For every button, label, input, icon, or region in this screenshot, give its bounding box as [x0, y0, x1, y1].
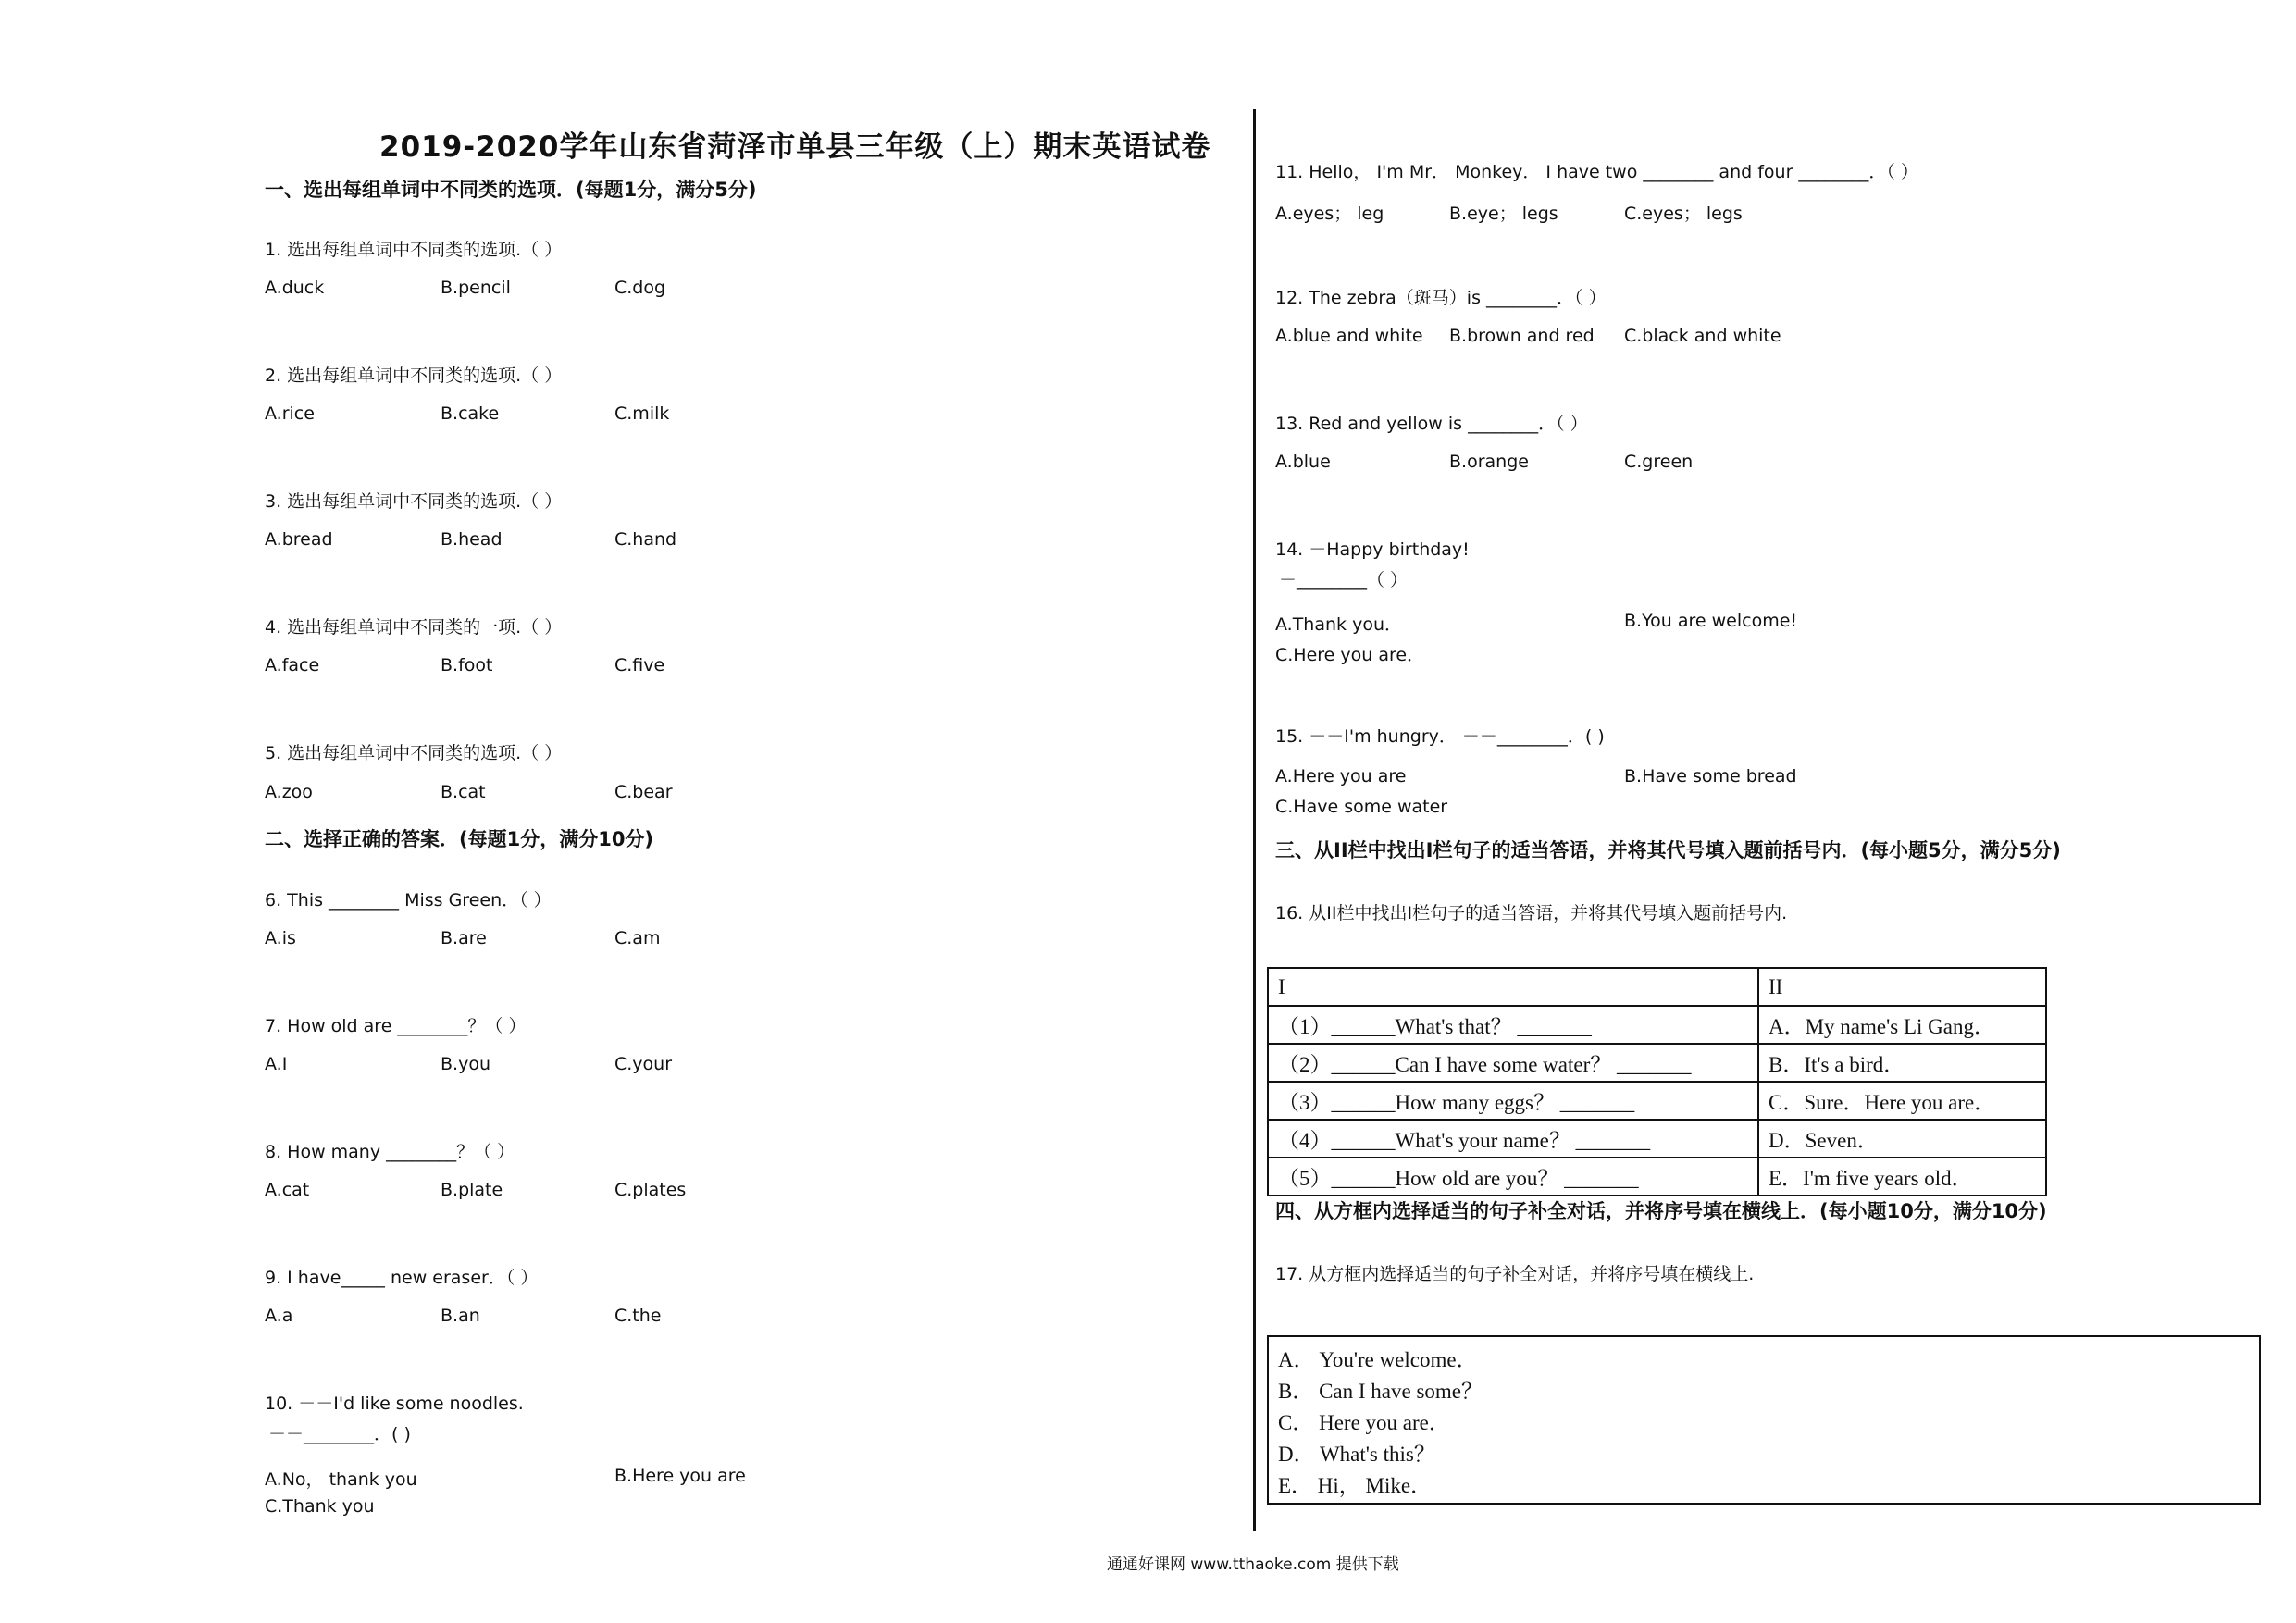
question-5-stem: 5. 选出每组单词中不同类的选项.（ ） — [265, 743, 563, 763]
question-3-option-b: B.head — [441, 529, 503, 550]
table-header-left: I — [1268, 968, 1758, 1006]
question-1-stem: 1. 选出每组单词中不同类的选项.（ ） — [265, 240, 563, 260]
question-3-option-a: A.bread — [265, 529, 333, 550]
question-2-stem: 2. 选出每组单词中不同类的选项.（ ） — [265, 365, 563, 386]
matching-table — [1267, 967, 2047, 1196]
question-15-option-a: A.Here you are — [1275, 766, 1407, 787]
question-4-option-a: A.face — [265, 655, 320, 675]
question-13-option-b: B.orange — [1449, 452, 1529, 472]
question-16-stem: 16. 从II栏中找出I栏句子的适当答语，并将其代号填入题前括号内. — [1275, 903, 1788, 923]
question-2-option-b: B.cake — [441, 403, 500, 424]
section-1-heading: 一、选出每组单词中不同类的选项．(每题1分，满分5分) — [265, 179, 757, 201]
table-header-row — [1268, 968, 2046, 1006]
question-1-option-c: C.dog — [614, 278, 666, 298]
question-2-option-c: C.milk — [614, 403, 670, 424]
question-10-option-c: C.Thank you — [265, 1496, 375, 1517]
footer-text: 通通好课网 www.tthaoke.com 提供下载 — [1107, 1555, 1399, 1574]
option-box-item: D． What's this？ — [1278, 1443, 1435, 1466]
question-4-option-c: C.five — [614, 655, 665, 675]
section-3-heading: 三、从II栏中找出I栏句子的适当答语，并将其代号填入题前括号内．(每小题5分，满分5分) — [1275, 839, 2061, 861]
table-cell-left: （1）______What's that？ _______ — [1268, 1006, 1758, 1044]
question-6-option-c: C.am — [614, 928, 661, 948]
question-12-option-b: B.brown and red — [1449, 326, 1595, 346]
table-cell-right: B．It's a bird． — [1758, 1044, 2046, 1082]
question-8-option-c: C.plates — [614, 1180, 687, 1200]
question-8-option-b: B.plate — [441, 1180, 503, 1200]
question-15-stem: 15. －－I'm hungry． －－________．( ) — [1275, 726, 1605, 747]
question-14-option-b: B.You are welcome! — [1624, 611, 1798, 631]
table-row — [1268, 1158, 2046, 1196]
question-15-option-b: B.Have some bread — [1624, 766, 1797, 787]
option-box — [1267, 1335, 2261, 1505]
option-box-item: E． Hi， Mike． — [1278, 1474, 1433, 1497]
question-10-stem: 10. －－I'd like some noodles. — [265, 1394, 524, 1414]
question-4-option-b: B.foot — [441, 655, 493, 675]
table-row — [1268, 1120, 2046, 1158]
question-14-option-c: C.Here you are． — [1275, 645, 1425, 665]
question-11-option-a: A.eyes； leg — [1275, 204, 1384, 224]
question-5-option-b: B.cat — [441, 782, 486, 802]
question-7-option-b: B.you — [441, 1054, 490, 1074]
question-9-stem: 9. I have_____ new eraser．（ ） — [265, 1268, 539, 1288]
question-9-option-c: C.the — [614, 1306, 662, 1326]
option-box-item: B． Can I have some？ — [1278, 1380, 1483, 1403]
question-13-option-c: C.green — [1624, 452, 1694, 472]
question-8-stem: 8. How many ________？（ ） — [265, 1142, 515, 1162]
question-10-stem-line-2: －－________．( ) — [268, 1424, 411, 1444]
question-14-stem: 14. －Happy birthday! — [1275, 539, 1470, 560]
table-cell-right: E．I'm five years old． — [1758, 1158, 2046, 1196]
question-7-option-c: C.your — [614, 1054, 673, 1074]
page-title: 2019-2020学年山东省菏泽市单县三年级（上）期末英语试卷 — [379, 130, 1211, 164]
question-5-option-a: A.zoo — [265, 782, 313, 802]
question-5-option-c: C.bear — [614, 782, 673, 802]
question-1-option-b: B.pencil — [441, 278, 511, 298]
table-cell-right: A．My name's Li Gang． — [1758, 1006, 2046, 1044]
table-cell-left: （3）______How many eggs？ _______ — [1268, 1082, 1758, 1120]
question-13-option-a: A.blue — [1275, 452, 1331, 472]
question-13-stem: 13. Red and yellow is ________．（ ） — [1275, 414, 1588, 434]
question-12-option-a: A.blue and white — [1275, 326, 1423, 346]
table-cell-left: （5）______How old are you？ _______ — [1268, 1158, 1758, 1196]
option-box-item: C． Here you are． — [1278, 1411, 1450, 1434]
question-6-stem: 6. This ________ Miss Green．（ ） — [265, 890, 552, 911]
question-2-option-a: A.rice — [265, 403, 315, 424]
question-3-option-c: C.hand — [614, 529, 677, 550]
question-6-option-a: A.is — [265, 928, 296, 948]
question-15-option-c: C.Have some water — [1275, 797, 1448, 817]
question-11-option-c: C.eyes； legs — [1624, 204, 1743, 224]
table-cell-left: （2）______Can I have some water？ _______ — [1268, 1044, 1758, 1082]
table-cell-left: （4）______What's your name？ _______ — [1268, 1120, 1758, 1158]
section-4-heading: 四、从方框内选择适当的句子补全对话，并将序号填在横线上．(每小题10分，满分10分) — [1275, 1200, 2047, 1222]
question-8-option-a: A.cat — [265, 1180, 310, 1200]
column-divider — [1253, 109, 1256, 1531]
table-header-right: II — [1758, 968, 2046, 1006]
section-2-heading: 二、选择正确的答案．(每题1分，满分10分) — [265, 828, 654, 850]
question-11-stem: 11. Hello， I'm Mr． Monkey． I have two ________ and four ________．（ ） — [1275, 162, 1918, 182]
question-4-stem: 4. 选出每组单词中不同类的一项.（ ） — [265, 617, 563, 638]
question-9-option-b: B.an — [441, 1306, 480, 1326]
option-box-item: A． You're welcome． — [1278, 1348, 1478, 1371]
question-7-stem: 7. How old are ________？（ ） — [265, 1016, 527, 1036]
question-14-stem-line-2: －________（ ） — [1279, 570, 1409, 590]
question-6-option-b: B.are — [441, 928, 487, 948]
question-10-option-a: A.No， thank you — [265, 1469, 417, 1490]
question-12-option-c: C.black and white — [1624, 326, 1781, 346]
question-10-option-b: B.Here you are — [614, 1466, 746, 1486]
question-17-stem: 17. 从方框内选择适当的句子补全对话，并将序号填在横线上. — [1275, 1264, 1755, 1284]
question-12-stem: 12. The zebra（斑马）is ________．（ ） — [1275, 288, 1607, 308]
question-1-option-a: A.duck — [265, 278, 325, 298]
question-3-stem: 3. 选出每组单词中不同类的选项.（ ） — [265, 491, 563, 512]
question-9-option-a: A.a — [265, 1306, 293, 1326]
question-11-option-b: B.eye； legs — [1449, 204, 1558, 224]
table-cell-right: D．Seven． — [1758, 1120, 2046, 1158]
table-row — [1268, 1044, 2046, 1082]
question-7-option-a: A.I — [265, 1054, 288, 1074]
table-cell-right: C．Sure．Here you are． — [1758, 1082, 2046, 1120]
question-14-option-a: A.Thank you． — [1275, 614, 1402, 635]
table-row — [1268, 1006, 2046, 1044]
table-row — [1268, 1082, 2046, 1120]
